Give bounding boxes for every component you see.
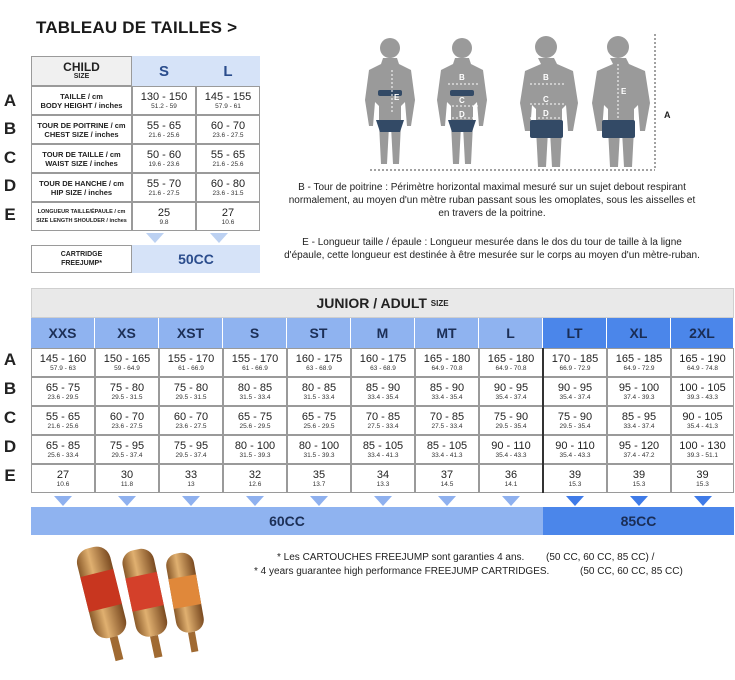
adult-value-cell	[223, 406, 287, 435]
adult-size-xxs: XXS	[31, 318, 95, 348]
child-row-label-text: TAILLE / cm BODY HEIGHT / inches	[40, 91, 123, 110]
fig-label-c2: C	[543, 95, 549, 104]
adult-value-cell	[223, 348, 287, 377]
adult-value-sub: 57.9 - 63	[50, 364, 76, 372]
child-value-main: 55 - 70	[146, 177, 182, 190]
adult-value-cell	[607, 435, 671, 464]
adult-value-main: 100 - 105	[679, 381, 726, 394]
adult-value-sub: 13.3	[376, 480, 390, 488]
adult-value-sub: 27.5 - 33.4	[431, 422, 463, 430]
adult-size-mt: MT	[415, 318, 479, 348]
adult-value-main: 145 - 160	[39, 352, 87, 365]
adult-value-sub: 12.6	[248, 480, 262, 488]
adult-size-lt: LT	[543, 318, 607, 348]
adult-size-xst: XST	[159, 318, 223, 348]
adult-value-main: 27	[56, 468, 70, 481]
child-value-main: 60 - 80	[210, 177, 246, 190]
adult-value-sub: 63 - 68.9	[370, 364, 396, 372]
adult-value-main: 85 - 105	[426, 439, 468, 452]
adult-value-sub: 15.3	[632, 480, 646, 488]
adult-value-sub: 31.5 - 33.4	[303, 393, 335, 401]
adult-value-cell	[31, 377, 95, 406]
adult-row-letter-d: D	[3, 437, 17, 456]
adult-value-sub: 39.3 - 51.1	[686, 451, 719, 459]
fig-label-e2: E	[621, 87, 627, 96]
child-cartridge-value: 50CC	[132, 245, 260, 273]
adult-value-cell	[351, 464, 415, 493]
adult-value-main: 70 - 85	[365, 410, 401, 423]
adult-value-cell	[95, 435, 159, 464]
adult-value-main: 65 - 75	[45, 381, 81, 394]
adult-value-cell	[31, 348, 95, 377]
adult-value-cell	[31, 435, 95, 464]
adult-value-cell	[479, 464, 543, 493]
adult-value-main: 80 - 100	[234, 439, 276, 452]
adult-value-cell	[479, 406, 543, 435]
child-value-cell	[132, 86, 196, 115]
adult-value-main: 75 - 90	[557, 410, 593, 423]
adult-value-main: 155 - 170	[231, 352, 279, 365]
child-header-title: CHILD	[63, 60, 100, 74]
adult-arrow	[310, 496, 328, 506]
adult-value-cell	[415, 464, 479, 493]
adult-value-main: 80 - 85	[237, 381, 273, 394]
child-size-l: L	[196, 56, 260, 86]
child-cartridge-label	[31, 245, 132, 273]
adult-value-sub: 37.4 - 39.3	[623, 393, 655, 401]
child-value-sub: 57.9 - 61	[215, 102, 241, 110]
fig-label-b1: B	[459, 73, 465, 82]
child-value-sub: 19.6 - 23.6	[148, 160, 180, 168]
adult-value-sub: 14.1	[504, 480, 518, 488]
adult-value-main: 75 - 95	[109, 439, 145, 452]
child-row-label-text: LONGUEUR TAILLE/ÉPAULE / cm SIZE LENGTH SHOULDER / inches	[36, 208, 127, 224]
adult-row-letter-b: B	[3, 379, 17, 398]
adult-value-sub: 66.9 - 72.9	[559, 364, 591, 372]
adult-divider	[542, 348, 544, 493]
adult-arrow	[502, 496, 520, 506]
adult-value-cell	[607, 348, 671, 377]
adult-size-s: S	[223, 318, 287, 348]
adult-value-main: 90 - 110	[555, 439, 595, 452]
child-row-letter-c: C	[3, 148, 17, 167]
adult-value-cell	[543, 348, 607, 377]
adult-value-main: 160 - 175	[359, 352, 407, 365]
child-value-sub: 21.6 - 27.5	[148, 189, 180, 197]
adult-value-main: 90 - 95	[493, 381, 529, 394]
adult-value-main: 39	[632, 468, 646, 481]
adult-value-sub: 31.5 - 39.3	[303, 451, 335, 459]
adult-value-main: 155 - 170	[167, 352, 215, 365]
adult-value-sub: 35.4 - 43.3	[495, 451, 527, 459]
adult-value-sub: 15.3	[696, 480, 709, 488]
adult-value-cell	[543, 464, 607, 493]
child-value-sub: 51.2 - 59	[151, 102, 177, 110]
adult-value-sub: 23.6 - 29.5	[47, 393, 79, 401]
adult-size-xl: XL	[607, 318, 671, 348]
adult-value-main: 90 - 95	[557, 381, 593, 394]
child-value-cell	[196, 115, 260, 144]
child-size-s: S	[132, 56, 196, 86]
note-en: * 4 years guarantee high performance FREEJUMP CARTRIDGES.	[254, 566, 550, 577]
adult-value-cell	[415, 377, 479, 406]
adult-value-main: 95 - 100	[618, 381, 660, 394]
adult-value-sub: 64.9 - 74.8	[686, 364, 719, 372]
fig-label-b2: B	[543, 73, 549, 82]
adult-value-sub: 33.4 - 37.4	[623, 422, 655, 430]
child-value-sub: 21.6 - 25.6	[212, 160, 244, 168]
child-value-cell	[196, 202, 260, 231]
adult-value-cell	[415, 435, 479, 464]
adult-value-sub: 39.3 - 43.3	[686, 393, 719, 401]
adult-value-main: 70 - 85	[429, 410, 465, 423]
adult-value-cell	[479, 348, 543, 377]
adult-value-main: 170 - 185	[551, 352, 599, 365]
adult-value-cell	[351, 406, 415, 435]
adult-value-main: 80 - 100	[298, 439, 340, 452]
child-arrow	[210, 233, 228, 243]
adult-value-main: 165 - 180	[423, 352, 471, 365]
adult-value-main: 75 - 80	[173, 381, 209, 394]
child-value-sub: 10.6	[221, 218, 235, 226]
adult-value-sub: 29.5 - 31.5	[111, 393, 143, 401]
adult-value-cell	[479, 435, 543, 464]
adult-value-sub: 61 - 66.9	[178, 364, 204, 372]
adult-value-main: 39	[568, 468, 582, 481]
adult-value-sub: 33.4 - 35.4	[367, 393, 399, 401]
child-value-cell	[196, 173, 260, 202]
adult-value-sub: 29.5 - 35.4	[495, 422, 527, 430]
adult-value-cell	[95, 406, 159, 435]
child-row-letter-b: B	[3, 119, 17, 138]
adult-value-cell	[287, 377, 351, 406]
adult-value-sub: 31.5 - 33.4	[239, 393, 271, 401]
adult-value-main: 165 - 180	[487, 352, 535, 365]
adult-value-main: 100 - 130	[679, 439, 726, 452]
adult-value-cell	[671, 464, 734, 493]
child-value-main: 130 - 150	[140, 90, 188, 103]
child-value-cell	[196, 86, 260, 115]
cartridge-85cc-bar: 85CC	[543, 507, 734, 535]
adult-value-cell	[223, 464, 287, 493]
adult-value-cell	[31, 464, 95, 493]
child-value-main: 145 - 155	[204, 90, 252, 103]
adult-value-cell	[479, 377, 543, 406]
child-value-cell	[196, 144, 260, 173]
adult-value-main: 30	[120, 468, 134, 481]
adult-value-sub: 29.5 - 31.5	[175, 393, 207, 401]
adult-value-cell	[607, 377, 671, 406]
adult-value-main: 32	[248, 468, 262, 481]
child-row-label	[31, 86, 132, 115]
adult-value-cell	[287, 406, 351, 435]
child-value-sub: 23.6 - 31.5	[212, 189, 244, 197]
adult-value-cell	[223, 435, 287, 464]
child-row-label	[31, 115, 132, 144]
adult-value-sub: 15.3	[568, 480, 582, 488]
adult-value-main: 60 - 70	[109, 410, 145, 423]
child-value-cell	[132, 202, 196, 231]
adult-value-sub: 23.6 - 27.5	[175, 422, 207, 430]
adult-value-sub: 35.4 - 37.4	[495, 393, 527, 401]
adult-value-cell	[351, 348, 415, 377]
fig-label-a: A	[664, 110, 671, 120]
adult-value-main: 85 - 105	[362, 439, 404, 452]
adult-row-letter-a: A	[3, 350, 17, 369]
adult-value-cell	[95, 377, 159, 406]
child-value-sub: 23.6 - 27.5	[212, 131, 244, 139]
adult-value-cell	[287, 348, 351, 377]
child-cartridge-text: CARTRIDGE FREEJUMP*	[60, 251, 103, 267]
adult-value-cell	[607, 464, 671, 493]
child-row-letter-a: A	[3, 91, 17, 110]
adult-value-sub: 14.5	[440, 480, 454, 488]
body-figures-illustration	[350, 34, 680, 174]
adult-table-header	[31, 288, 734, 318]
adult-value-cell	[287, 435, 351, 464]
adult-size-m: M	[351, 318, 415, 348]
adult-value-main: 33	[184, 468, 198, 481]
child-header-sub: SIZE	[73, 73, 90, 80]
child-value-main: 55 - 65	[210, 148, 246, 161]
adult-value-sub: 21.6 - 25.6	[47, 422, 79, 430]
adult-row-letter-c: C	[3, 408, 17, 427]
child-value-cell	[132, 115, 196, 144]
adult-value-sub: 13.7	[312, 480, 326, 488]
adult-value-sub: 35.4 - 43.3	[559, 451, 591, 459]
adult-value-cell	[31, 406, 95, 435]
fig-label-e1: E	[394, 93, 400, 102]
cartridge-60cc-bar: 60CC	[31, 507, 543, 535]
adult-value-cell	[543, 435, 607, 464]
adult-value-cell	[607, 406, 671, 435]
child-row-letter-e: E	[4, 205, 16, 224]
adult-value-main: 160 - 175	[295, 352, 343, 365]
child-row-label	[31, 202, 132, 231]
note-en-cc: (50 CC, 60 CC, 85 CC)	[580, 566, 683, 577]
adult-size-l: L	[479, 318, 543, 348]
adult-value-cell	[287, 464, 351, 493]
adult-value-cell	[95, 348, 159, 377]
adult-value-cell	[159, 464, 223, 493]
adult-arrow	[54, 496, 72, 506]
adult-value-cell	[671, 435, 734, 464]
adult-arrow	[182, 496, 200, 506]
note-fr-cc: (50 CC, 60 CC, 85 CC) /	[546, 552, 655, 563]
adult-value-main: 75 - 80	[109, 381, 145, 394]
child-value-main: 50 - 60	[146, 148, 182, 161]
adult-row-letter-e: E	[4, 466, 16, 485]
fig-label-d1: D	[459, 110, 465, 119]
note-fr: * Les CARTOUCHES FREEJUMP sont garanties 4 ans.	[277, 552, 525, 563]
adult-value-cell	[159, 406, 223, 435]
adult-size-xs: XS	[95, 318, 159, 348]
adult-value-main: 37	[440, 468, 454, 481]
adult-value-main: 85 - 90	[365, 381, 401, 394]
adult-value-main: 35	[312, 468, 326, 481]
adult-value-sub: 25.6 - 29.5	[303, 422, 335, 430]
adult-arrow	[630, 496, 648, 506]
adult-value-sub: 63 - 68.9	[306, 364, 332, 372]
adult-value-cell	[671, 377, 734, 406]
adult-size-st: ST	[287, 318, 351, 348]
adult-value-main: 65 - 75	[301, 410, 337, 423]
adult-value-sub: 64.9 - 70.8	[431, 364, 463, 372]
adult-value-cell	[415, 348, 479, 377]
adult-value-main: 65 - 85	[45, 439, 81, 452]
child-arrow	[146, 233, 164, 243]
adult-value-main: 39	[696, 468, 709, 481]
adult-value-cell	[351, 435, 415, 464]
adult-value-main: 90 - 105	[682, 410, 723, 423]
adult-size-2xl: 2XL	[671, 318, 734, 348]
adult-header-sub: SIZE	[430, 298, 449, 308]
child-value-sub: 9.8	[159, 218, 169, 226]
child-row-label-text: TOUR DE TAILLE / cm WAIST SIZE / inches	[42, 149, 121, 168]
adult-arrow	[566, 496, 584, 506]
adult-value-cell	[223, 377, 287, 406]
child-value-main: 25	[157, 206, 171, 219]
adult-value-main: 34	[376, 468, 390, 481]
adult-value-main: 55 - 65	[45, 410, 81, 423]
adult-value-main: 75 - 95	[173, 439, 209, 452]
adult-value-main: 85 - 95	[621, 410, 657, 423]
adult-value-sub: 64.9 - 72.9	[623, 364, 655, 372]
adult-value-sub: 23.6 - 27.5	[111, 422, 143, 430]
adult-value-cell	[415, 406, 479, 435]
adult-value-main: 150 - 165	[103, 352, 151, 365]
adult-value-sub: 64.9 - 70.8	[495, 364, 527, 372]
description-b: B - Tour de poitrine : Périmètre horizontal maximal mesuré sur un sujet debout respirant normalement, au moyen d'un mètre ruban passant sous les omoplates, sous les aisselles et en travers de la poitrine.	[288, 182, 696, 219]
adult-value-main: 85 - 90	[429, 381, 465, 394]
adult-value-main: 36	[504, 468, 518, 481]
adult-value-cell	[543, 377, 607, 406]
adult-value-sub: 35.4 - 41.3	[686, 422, 719, 430]
cartridges-image	[74, 538, 214, 670]
adult-arrow	[694, 496, 712, 506]
fig-label-c1: C	[459, 96, 465, 105]
adult-value-sub: 25.6 - 29.5	[239, 422, 271, 430]
child-value-cell	[132, 144, 196, 173]
adult-value-main: 95 - 120	[618, 439, 660, 452]
adult-value-cell	[159, 435, 223, 464]
adult-value-sub: 59 - 64.9	[114, 364, 140, 372]
adult-arrow	[438, 496, 456, 506]
adult-value-main: 75 - 90	[493, 410, 529, 423]
adult-value-sub: 27.5 - 33.4	[367, 422, 399, 430]
adult-value-sub: 11.8	[120, 480, 134, 488]
adult-value-cell	[351, 377, 415, 406]
adult-value-main: 165 - 190	[679, 352, 726, 365]
description-e: E - Longueur taille / épaule : Longueur mesurée dans le dos du tour de taille à la ligne d'épaule, cette longueur est destinée à être mesurée sur le corps au moyen d'un mètre-ruban.	[284, 237, 700, 261]
adult-arrow	[374, 496, 392, 506]
adult-value-sub: 35.4 - 37.4	[559, 393, 591, 401]
adult-value-cell	[159, 348, 223, 377]
adult-value-sub: 25.6 - 33.4	[47, 451, 79, 459]
adult-arrow	[246, 496, 264, 506]
adult-value-main: 165 - 185	[615, 352, 663, 365]
adult-value-sub: 33.4 - 41.3	[431, 451, 463, 459]
adult-value-main: 80 - 85	[301, 381, 337, 394]
child-value-cell	[132, 173, 196, 202]
child-header-label	[31, 56, 132, 86]
page-title: TABLEAU DE TAILLES >	[36, 18, 238, 37]
adult-value-cell	[159, 377, 223, 406]
adult-value-sub: 10.6	[56, 480, 70, 488]
adult-arrow	[118, 496, 136, 506]
adult-value-sub: 29.5 - 37.4	[111, 451, 143, 459]
child-value-main: 60 - 70	[210, 119, 246, 132]
adult-value-sub: 13	[187, 480, 195, 488]
adult-header-title: JUNIOR / ADULT	[316, 295, 427, 311]
adult-value-sub: 29.5 - 35.4	[559, 422, 591, 430]
adult-value-sub: 29.5 - 37.4	[175, 451, 207, 459]
adult-value-cell	[671, 406, 734, 435]
adult-value-main: 90 - 110	[491, 439, 531, 452]
adult-value-cell	[95, 464, 159, 493]
adult-value-sub: 33.4 - 35.4	[431, 393, 463, 401]
adult-value-cell	[543, 406, 607, 435]
fig-label-d2: D	[543, 109, 549, 118]
adult-value-sub: 33.4 - 41.3	[367, 451, 399, 459]
child-row-label-text: TOUR DE HANCHE / cm HIP SIZE / inches	[39, 178, 124, 197]
child-row-label	[31, 173, 132, 202]
adult-value-main: 60 - 70	[173, 410, 209, 423]
adult-value-sub: 61 - 66.9	[242, 364, 268, 372]
child-value-main: 55 - 65	[146, 119, 182, 132]
adult-value-cell	[671, 348, 734, 377]
adult-value-main: 65 - 75	[237, 410, 273, 423]
child-row-label	[31, 144, 132, 173]
child-value-main: 27	[221, 206, 235, 219]
adult-value-sub: 31.5 - 39.3	[239, 451, 271, 459]
adult-value-sub: 37.4 - 47.2	[623, 451, 655, 459]
child-row-letter-d: D	[3, 176, 17, 195]
child-row-label-text: TOUR DE POITRINE / cm CHEST SIZE / inches	[37, 120, 126, 139]
child-value-sub: 21.6 - 25.6	[148, 131, 180, 139]
